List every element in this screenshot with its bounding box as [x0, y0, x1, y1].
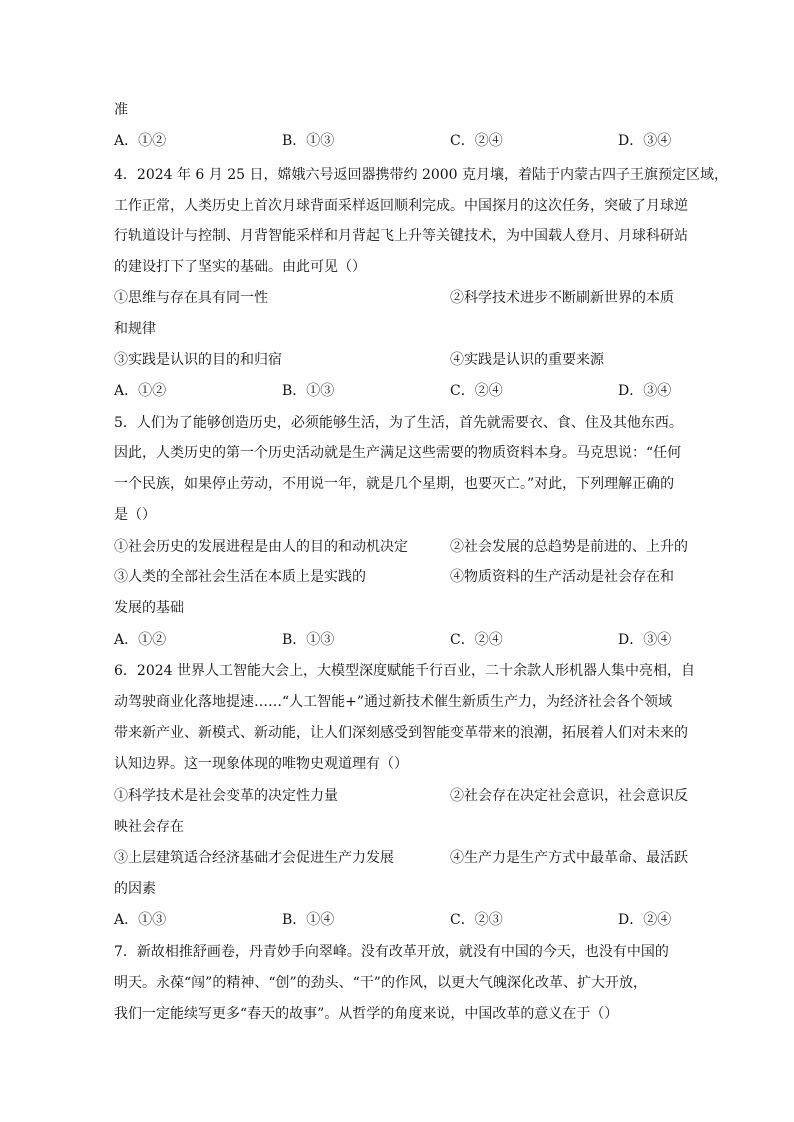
item-3: ③实践是认识的目的和归宿: [114, 352, 282, 368]
question-stem-line: 工作正常，人类历史上首次月球背面采样返回顺利完成。中国探月的这次任务，突破了月球逆: [114, 198, 688, 214]
question-stem-line: 因此，人类历史的第一个历史活动就是生产满足这些需要的物质资料本身。马克思说：“任何: [114, 445, 682, 461]
item-2: ②科学技术进步不断刷新世界的本质: [450, 290, 674, 306]
choice-c: C．②③: [450, 912, 503, 928]
item-3: ③人类的全部社会生活在本质上是实践的: [114, 569, 366, 585]
question-stem-line: 带来新产业、新模式、新动能，让人们深刻感受到智能变革带来的浪潮，拓展着人们对未来的: [114, 725, 688, 741]
question-stem-line: 行轨道设计与控制、月背智能采样和月背起飞上升等关键技术，为中国载人登月、月球科研站: [114, 228, 688, 244]
choice-d: D．③④: [618, 383, 672, 399]
question-stem-line: 认知边界。这一现象体现的唯物史观道理有（）: [114, 756, 408, 772]
choice-c: C．②④: [450, 383, 503, 399]
item-2-continued: 和规律: [114, 321, 156, 337]
choice-b: B．①③: [282, 383, 335, 399]
question-stem-line: 的建设打下了坚实的基础。由此可见（）: [114, 259, 366, 275]
item-1: ①社会历史的发展进程是由人的目的和动机决定: [114, 539, 408, 555]
choice-b: B．①④: [282, 912, 335, 928]
question-stem-line: 7．新故相推舒画卷，丹青妙手向翠峰。没有改革开放，就没有中国的今天，也没有中国的: [114, 944, 669, 960]
choice-a: A．①③: [114, 912, 167, 928]
question-3-tail: 准: [114, 102, 128, 118]
item-4: ④物质资料的生产活动是社会存在和: [450, 569, 674, 585]
item-4-continued: 的因素: [114, 881, 156, 897]
question-stem-line: 我们一定能续写更多“春天的故事”。从哲学的角度来说，中国改革的意义在于（）: [114, 1006, 619, 1022]
question-stem-line: 4．2024 年 6 月 25 日，嫦娥六号返回器携带约 2000 克月壤，着陆于内蒙古四子王旗预定区域，: [114, 167, 729, 183]
choice-a: A．①②: [114, 383, 167, 399]
question-stem-line: 明天。永葆“闯”的精神、“创”的劲头、“干”的作风，以更大气魄深化改革、扩大开放，: [114, 975, 647, 991]
item-4: ④生产力是生产方式中最革命、最活跃: [450, 850, 688, 866]
item-2-continued: 映社会存在: [114, 819, 184, 835]
item-2: ②社会发展的总趋势是前进的、上升的: [450, 539, 688, 555]
choice-d: D．③④: [618, 632, 672, 648]
question-stem-line: 动驾驶商业化落地提速……“人工智能+”通过新技术催生新质生产力，为经济社会各个领域: [114, 694, 673, 710]
choice-b: B．①③: [282, 133, 335, 149]
item-4-continued: 发展的基础: [114, 600, 184, 616]
question-stem-line: 是（）: [114, 507, 156, 523]
question-stem-line: 一个民族，如果停止劳动，不用说一年，就是几个星期，也要灭亡。”对此，下列理解正确的: [114, 476, 675, 492]
item-1: ①思维与存在具有同一性: [114, 290, 268, 306]
choice-a: A．①②: [114, 133, 167, 149]
question-stem-line: 5．人们为了能够创造历史，必须能够生活，为了生活，首先就需要衣、食、住及其他东西。: [114, 415, 683, 431]
item-4: ④实践是认识的重要来源: [450, 352, 604, 368]
choice-d: D．③④: [618, 133, 672, 149]
choice-a: A．①②: [114, 632, 167, 648]
item-1: ①科学技术是社会变革的决定性力量: [114, 788, 338, 804]
choice-b: B．①③: [282, 632, 335, 648]
choice-d: D．②④: [618, 912, 672, 928]
choice-c: C．②④: [450, 133, 503, 149]
item-3: ③上层建筑适合经济基础才会促进生产力发展: [114, 850, 394, 866]
question-stem-line: 6．2024 世界人工智能大会上，大模型深度赋能千行百业，二十余款人形机器人集中亮相，自: [114, 663, 695, 679]
item-2: ②社会存在决定社会意识，社会意识反: [450, 788, 688, 804]
choice-c: C．②④: [450, 632, 503, 648]
